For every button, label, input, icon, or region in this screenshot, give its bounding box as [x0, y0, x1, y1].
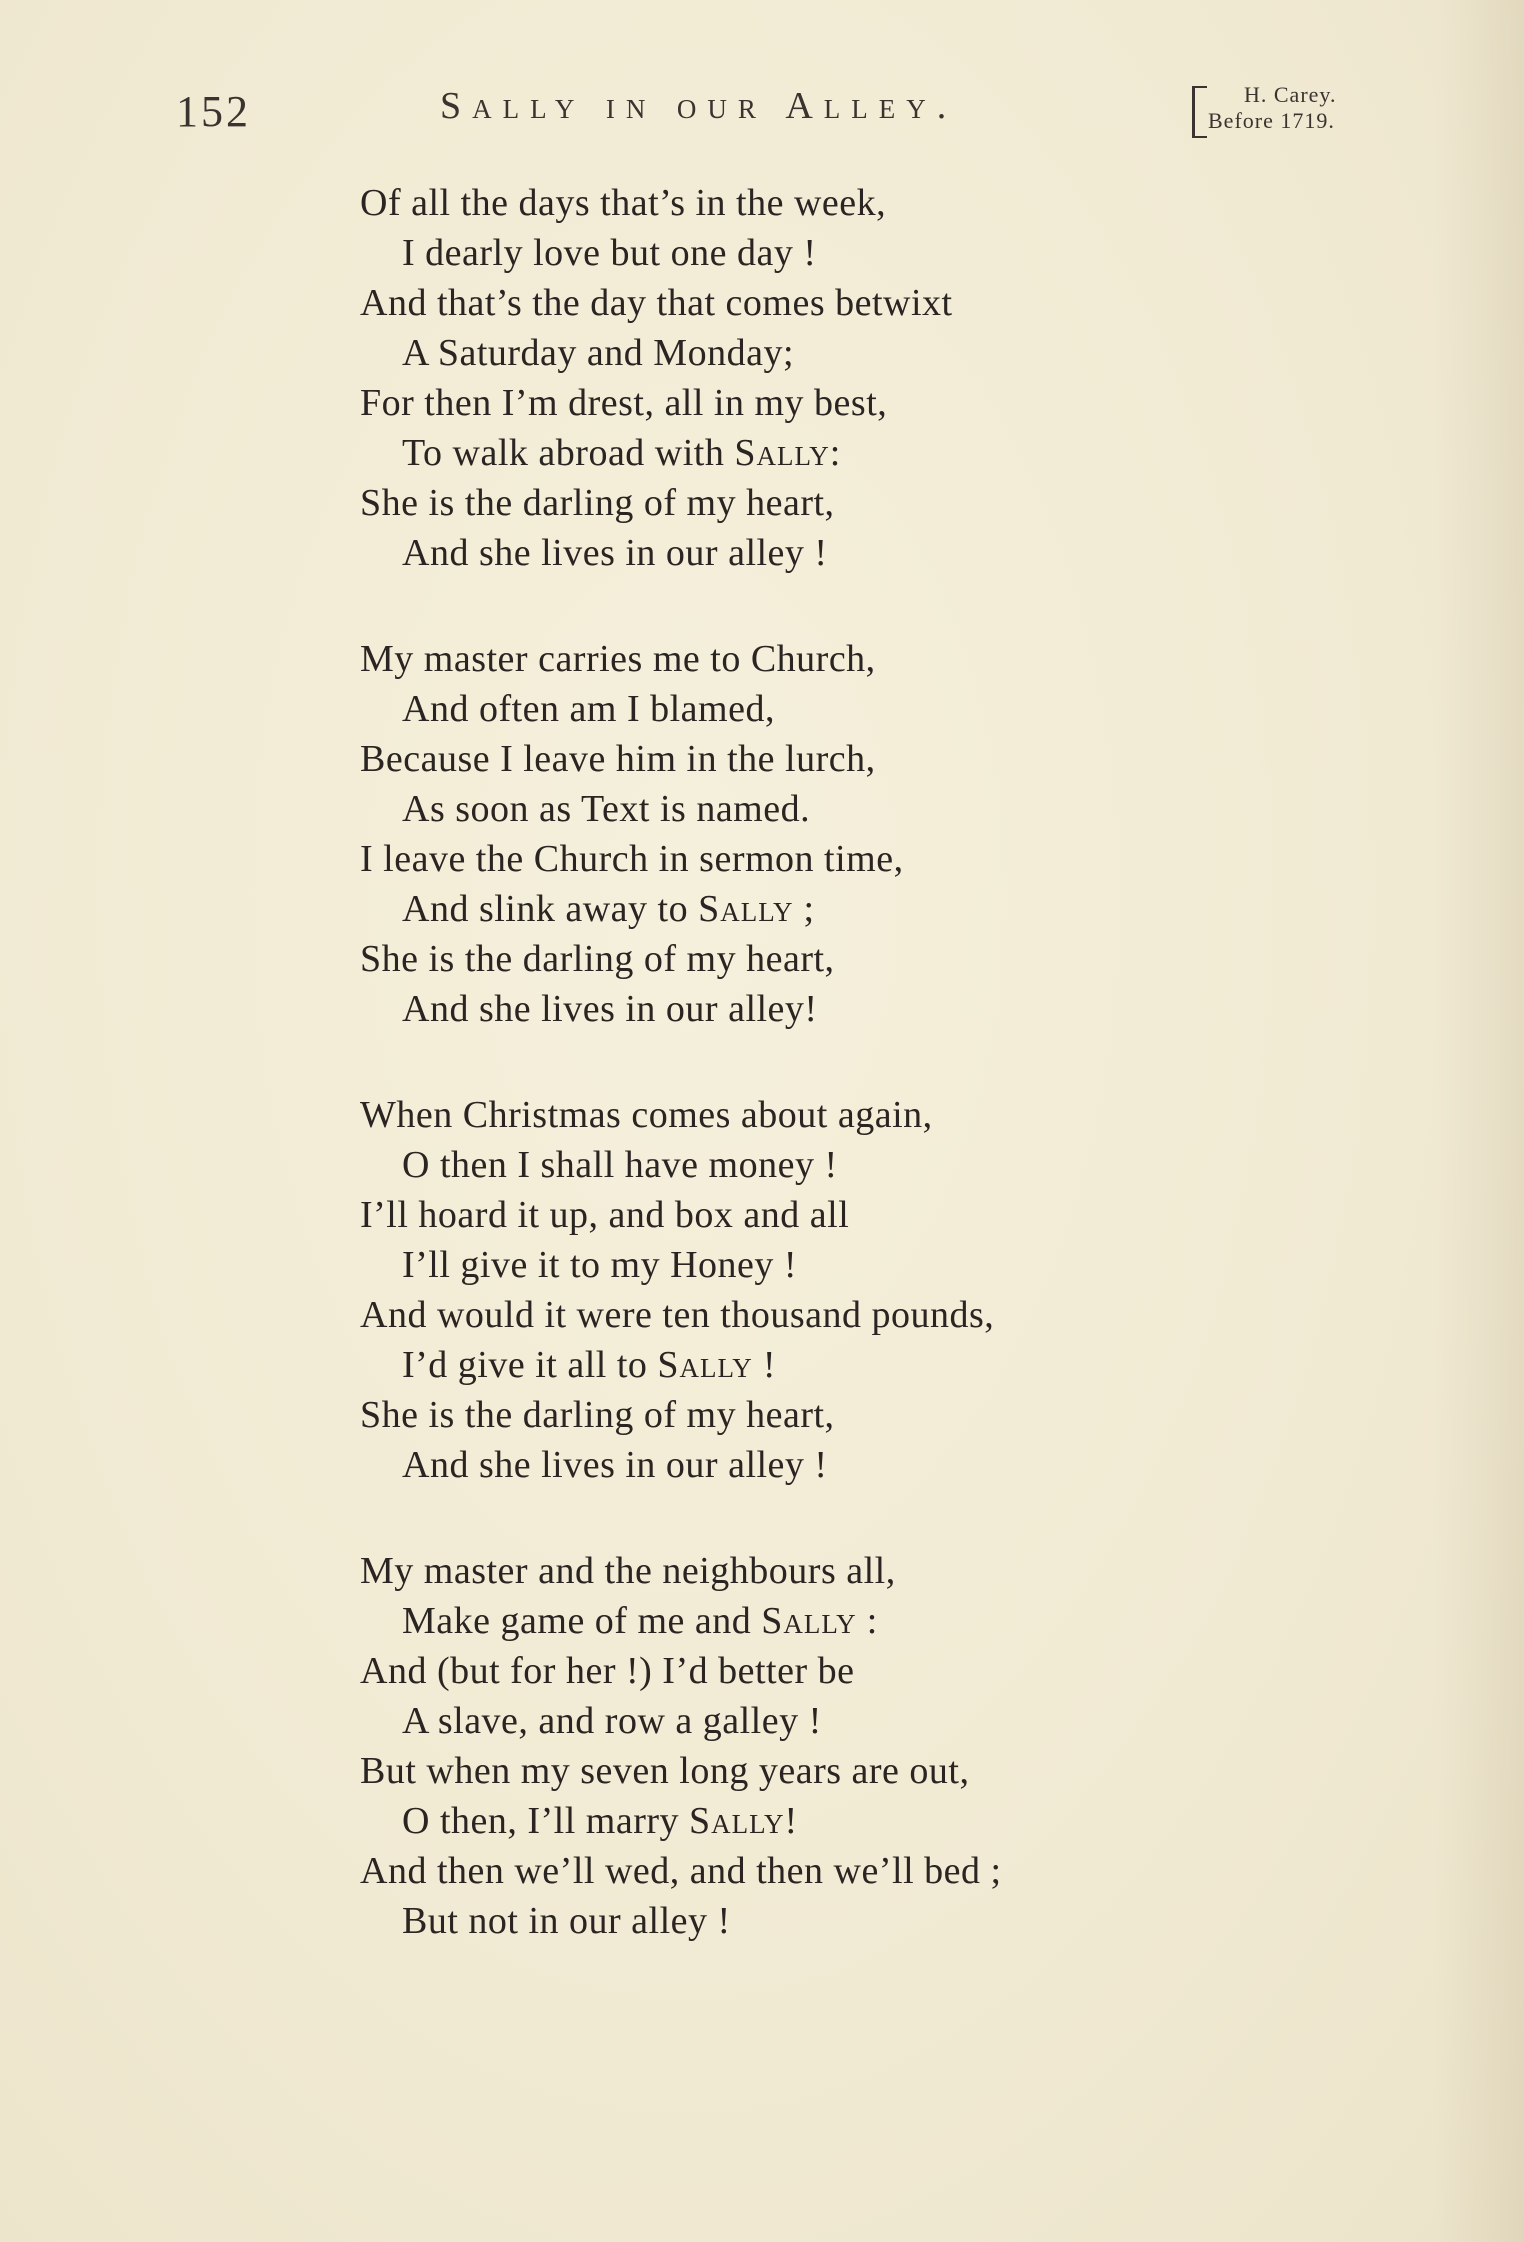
poem-line	[360, 1896, 1240, 1946]
poem-line	[360, 1796, 1240, 1846]
poem-line	[360, 1190, 1240, 1240]
line-text: To walk abroad with	[402, 432, 735, 474]
line-text: O then I shall have money !	[402, 1144, 838, 1186]
attribution-author: H. Carey.	[1244, 82, 1337, 107]
line-text: For then I’m drest, all in my best,	[360, 382, 888, 424]
page-header	[0, 80, 1524, 150]
line-text: My master carries me to Church,	[360, 638, 876, 680]
line-text: O then, I’ll marry	[402, 1800, 690, 1842]
poem-line	[360, 1696, 1240, 1746]
line-text: And she lives in our alley!	[402, 988, 818, 1030]
line-punctuation: :	[856, 1600, 878, 1642]
running-title: Sally in our Alley.	[440, 85, 958, 127]
line-text: But when my seven long years are out,	[360, 1750, 970, 1792]
poem-line	[360, 1240, 1240, 1290]
stanza	[360, 1090, 1240, 1490]
poem-line	[360, 178, 1240, 228]
line-text: A Saturday and Monday;	[402, 332, 795, 374]
line-text: And (but for her !) I’d better be	[360, 1650, 855, 1692]
poem-line	[360, 1846, 1240, 1896]
poem-line	[360, 378, 1240, 428]
poem-line	[360, 278, 1240, 328]
line-punctuation: !	[784, 1800, 798, 1842]
line-text: I’ll hoard it up, and box and all	[360, 1194, 850, 1236]
poem-line	[360, 478, 1240, 528]
poem-line	[360, 1440, 1240, 1490]
name-small-caps: Sally	[761, 1600, 857, 1642]
poem-line	[360, 784, 1240, 834]
page-number: 152	[176, 87, 251, 136]
poem-line	[360, 1546, 1240, 1596]
line-punctuation: :	[829, 432, 841, 474]
poem-line	[360, 428, 1240, 478]
line-text: And then we’ll wed, and then we’ll bed ;	[360, 1850, 1002, 1892]
poem-line	[360, 1090, 1240, 1140]
line-text: But not in our alley !	[402, 1900, 731, 1942]
line-text: As soon as Text is named.	[402, 788, 811, 830]
poem-line	[360, 1390, 1240, 1440]
poem-line	[360, 834, 1240, 884]
line-text: And she lives in our alley !	[402, 1444, 828, 1486]
line-text: She is the darling of my heart,	[360, 1394, 835, 1436]
poem-line	[360, 1340, 1240, 1390]
poem-line	[360, 734, 1240, 784]
name-small-caps: Sally	[698, 888, 794, 930]
poem-line	[360, 984, 1240, 1034]
stanza	[360, 1546, 1240, 1946]
poem-line	[360, 1646, 1240, 1696]
line-text: She is the darling of my heart,	[360, 938, 835, 980]
line-text: And slink away to	[402, 888, 699, 930]
poem-line	[360, 1140, 1240, 1190]
page-edge-shade	[1434, 0, 1524, 2242]
line-text: I’ll give it to my Honey !	[402, 1244, 798, 1286]
line-text: She is the darling of my heart,	[360, 482, 835, 524]
stanza	[360, 178, 1240, 578]
line-text: I leave the Church in sermon time,	[360, 838, 904, 880]
line-text: When Christmas comes about again,	[360, 1094, 933, 1136]
line-text: Make game of me and	[402, 1600, 762, 1642]
line-text: Of all the days that’s in the week,	[360, 182, 887, 224]
attribution-bracket	[1192, 86, 1207, 138]
line-text: And often am I blamed,	[402, 688, 775, 730]
attribution-date: Before 1719.	[1208, 108, 1335, 133]
line-text: And she lives in our alley !	[402, 532, 828, 574]
line-text: I’d give it all to	[402, 1344, 658, 1386]
attribution	[1192, 82, 1372, 134]
poem-line	[360, 1746, 1240, 1796]
line-text: And that’s the day that comes betwixt	[360, 282, 953, 324]
line-text: I dearly love but one day !	[402, 232, 817, 274]
name-small-caps: Sally	[657, 1344, 753, 1386]
line-text: Because I leave him in the lurch,	[360, 738, 876, 780]
name-small-caps: Sally	[734, 432, 830, 474]
poem-line	[360, 328, 1240, 378]
line-punctuation: !	[752, 1344, 776, 1386]
poem-line	[360, 934, 1240, 984]
poem-line	[360, 228, 1240, 278]
poem-body	[360, 178, 1240, 2002]
line-punctuation: ;	[793, 888, 815, 930]
poem-line	[360, 528, 1240, 578]
line-text: And would it were ten thousand pounds,	[360, 1294, 995, 1336]
poem-line	[360, 634, 1240, 684]
poem-line	[360, 1596, 1240, 1646]
name-small-caps: Sally	[689, 1800, 785, 1842]
poem-line	[360, 884, 1240, 934]
line-text: A slave, and row a galley !	[402, 1700, 822, 1742]
poem-line	[360, 684, 1240, 734]
stanza	[360, 634, 1240, 1034]
poem-line	[360, 1290, 1240, 1340]
line-text: My master and the neighbours all,	[360, 1550, 896, 1592]
